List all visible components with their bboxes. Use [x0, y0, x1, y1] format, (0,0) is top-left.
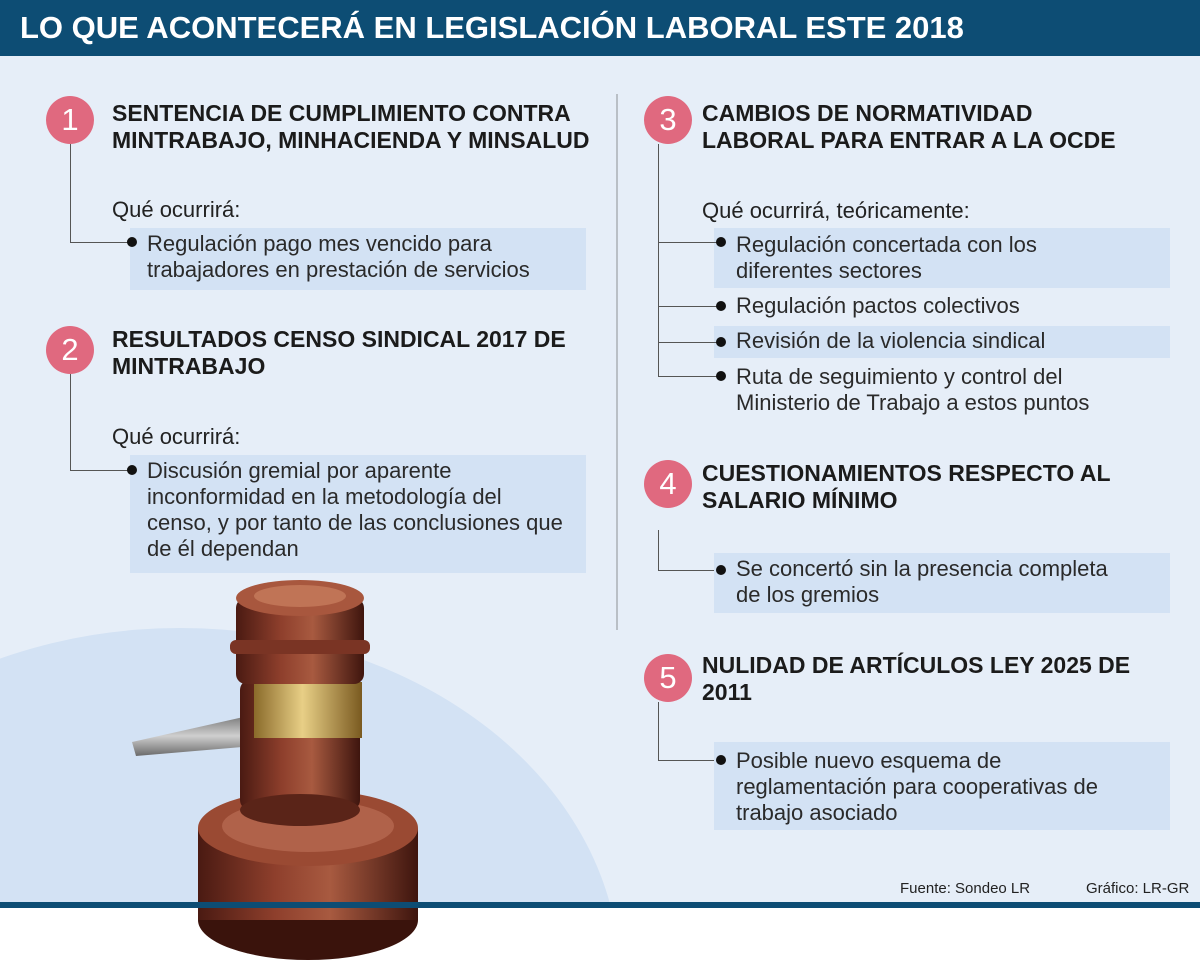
connector-line	[658, 306, 718, 307]
section-title-line: CAMBIOS DE NORMATIVIDAD	[702, 100, 1033, 126]
bullet-dot	[127, 465, 137, 475]
list-item-line: Regulación pago mes vencido para	[147, 231, 492, 256]
list-item	[736, 556, 1108, 608]
bullet-dot	[716, 371, 726, 381]
section-subtitle: Qué ocurrirá, teóricamente:	[702, 198, 970, 223]
section-title-line: SENTENCIA DE CUMPLIMIENTO CONTRA	[112, 100, 571, 126]
list-item-line: reglamentación para cooperativas de	[736, 774, 1099, 799]
section-title	[702, 652, 1130, 706]
connector-line	[70, 374, 71, 470]
list-item-line: de los gremios	[736, 582, 880, 607]
section-number-circle: 2	[46, 326, 94, 374]
section-title	[702, 100, 1116, 154]
list-item-line: Se concertó sin la presencia completa	[736, 556, 1108, 581]
section-title-line: NULIDAD DE ARTÍCULOS LEY 2025 DE	[702, 652, 1131, 678]
connector-line	[70, 144, 71, 242]
list-item-line: Ministerio de Trabajo a estos puntos	[736, 390, 1090, 415]
section-title	[702, 460, 1111, 514]
column-divider	[616, 94, 618, 630]
section-title-line: SALARIO MÍNIMO	[702, 487, 898, 513]
section-title	[112, 326, 566, 380]
list-item-line: Discusión gremial por aparente	[147, 458, 452, 483]
header-bar	[0, 0, 1200, 56]
section-title-line: RESULTADOS CENSO SINDICAL 2017 DE	[112, 326, 566, 352]
connector-line	[658, 702, 659, 760]
list-item-line: trabajadores en prestación de servicios	[147, 257, 530, 282]
section-subtitle: Qué ocurrirá:	[112, 197, 241, 222]
list-item-line: censo, y por tanto de las conclusiones que	[147, 510, 563, 535]
list-item-line: Regulación pactos colectivos	[736, 293, 1020, 318]
list-item-line: diferentes sectores	[736, 258, 922, 283]
list-item	[147, 458, 563, 562]
section-title-line: MINTRABAJO	[112, 353, 266, 379]
bullet-dot	[127, 237, 137, 247]
list-item-line: inconformidad en la metodología del	[147, 484, 502, 509]
list-item	[736, 293, 1020, 319]
section-title-line: LABORAL PARA ENTRAR A LA OCDE	[702, 127, 1116, 153]
section-number-circle: 5	[644, 654, 692, 702]
list-item	[736, 748, 1098, 826]
connector-line	[658, 570, 718, 571]
bottom-rule	[0, 902, 1200, 908]
bullet-dot	[716, 755, 726, 765]
section-number-circle: 4	[644, 460, 692, 508]
list-item-line: Revisión de la violencia sindical	[736, 328, 1046, 353]
connector-line	[70, 470, 132, 471]
credit-note: Gráfico: LR-GR	[1086, 880, 1190, 897]
list-item-line: Ruta de seguimiento y control del	[736, 364, 1063, 389]
list-item	[736, 232, 1037, 284]
connector-line	[658, 242, 718, 243]
connector-line	[658, 376, 718, 377]
list-item	[736, 328, 1045, 354]
bullet-dot	[716, 237, 726, 247]
connector-line	[658, 530, 659, 570]
section-title-line: CUESTIONAMIENTOS RESPECTO AL	[702, 460, 1111, 486]
section-number-circle: 1	[46, 96, 94, 144]
bullet-dot	[716, 337, 726, 347]
list-item	[147, 231, 530, 283]
section-title-line: 2011	[702, 679, 752, 705]
source-note: Fuente: Sondeo LR	[900, 880, 1031, 897]
page-title: LO QUE ACONTECERÁ EN LEGISLACIÓN LABORAL ESTE 2018	[20, 10, 964, 45]
bullet-dot	[716, 301, 726, 311]
section-number-circle: 3	[644, 96, 692, 144]
connector-line	[658, 342, 718, 343]
list-item-line: Posible nuevo esquema de	[736, 748, 1002, 773]
list-item-line: Regulación concertada con los	[736, 232, 1037, 257]
bullet-dot	[716, 565, 726, 575]
list-item	[736, 364, 1089, 416]
connector-line	[70, 242, 132, 243]
list-item-line: de él dependan	[147, 536, 299, 561]
list-item-line: trabajo asociado	[736, 800, 898, 825]
section-subtitle: Qué ocurrirá:	[112, 424, 241, 449]
connector-line	[658, 760, 718, 761]
section-title-line: MINTRABAJO, MINHACIENDA Y MINSALUD	[112, 127, 590, 153]
section-title	[112, 100, 589, 154]
